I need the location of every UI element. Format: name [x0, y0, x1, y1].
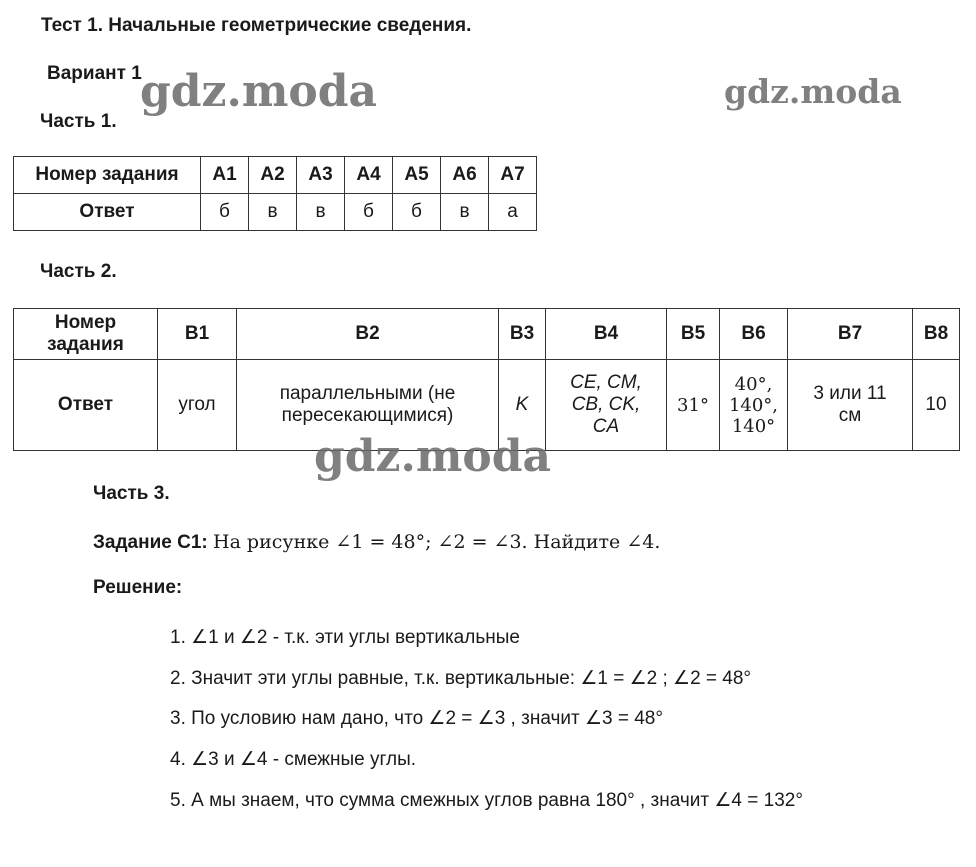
answer-cell: б [201, 194, 249, 231]
page-title: Тест 1. Начальные геометрические сведения. [41, 15, 472, 36]
answer-cell: 31° [667, 360, 720, 451]
solution-step: 5. А мы знаем, что сумма смежных углов равна 180° , значит ∠4 = 132° [170, 790, 803, 811]
task-text: На рисунке ∠1 = 48°; ∠2 = ∠3. Найдите ∠4. [213, 531, 661, 553]
part1-heading: Часть 1. [40, 111, 117, 132]
solution-heading: Решение: [93, 577, 183, 598]
answer-cell: CE, CM, CB, CK, CA [546, 360, 667, 451]
answer-label-cell: Ответ [14, 194, 201, 231]
answer-cell: б [393, 194, 441, 231]
answer-cell: K [499, 360, 546, 451]
solution-step: 4. ∠3 и ∠4 - смежные углы. [170, 749, 417, 770]
answer-cell: 3 или 11 см [788, 360, 913, 451]
task-number-cell: А4 [345, 157, 393, 194]
watermark: gdz.moda [724, 72, 902, 111]
header-cell: Номер задания [14, 309, 158, 360]
task-number-cell: B1 [158, 309, 237, 360]
task-number-cell: А3 [297, 157, 345, 194]
task-number-cell: B6 [720, 309, 788, 360]
task-number-cell: B2 [237, 309, 499, 360]
answer-cell: угол [158, 360, 237, 451]
task-number-cell: B3 [499, 309, 546, 360]
solution-step: 3. По условию нам дано, что ∠2 = ∠3 , значит ∠3 = 48° [170, 708, 663, 729]
answer-cell: 10 [913, 360, 960, 451]
watermark: gdz.moda [140, 66, 378, 117]
part2-answer-table [13, 308, 960, 451]
solution-step: 2. Значит эти углы равные, т.к. вертикальные: ∠1 = ∠2 ; ∠2 = 48° [170, 668, 752, 689]
answer-cell: в [249, 194, 297, 231]
answer-cell: 40°, 140°, 140° [720, 360, 788, 451]
part1-answer-table [13, 156, 537, 231]
variant-label: Вариант 1 [47, 63, 142, 84]
task-statement [93, 531, 660, 554]
task-number-cell: А6 [441, 157, 489, 194]
task-number-cell: B4 [546, 309, 667, 360]
answer-cell: а [489, 194, 537, 231]
task-number-cell: B5 [667, 309, 720, 360]
task-number-cell: А1 [201, 157, 249, 194]
task-number-cell: B7 [788, 309, 913, 360]
part2-heading: Часть 2. [40, 261, 117, 282]
task-number-cell: А5 [393, 157, 441, 194]
task-number-cell: B8 [913, 309, 960, 360]
solution-step: 1. ∠1 и ∠2 - т.к. эти углы вертикальные [170, 627, 520, 648]
answer-cell: параллельными (не пересекающимися) [237, 360, 499, 451]
answer-label-cell: Ответ [14, 360, 158, 451]
task-number-cell: А7 [489, 157, 537, 194]
task-number-cell: А2 [249, 157, 297, 194]
watermark: gdz.moda [314, 431, 552, 482]
answer-cell: б [345, 194, 393, 231]
answer-cell: в [297, 194, 345, 231]
header-cell: Номер задания [14, 157, 201, 194]
task-label: Задание С1: [93, 532, 208, 553]
answer-cell: в [441, 194, 489, 231]
part3-heading: Часть 3. [93, 483, 170, 504]
